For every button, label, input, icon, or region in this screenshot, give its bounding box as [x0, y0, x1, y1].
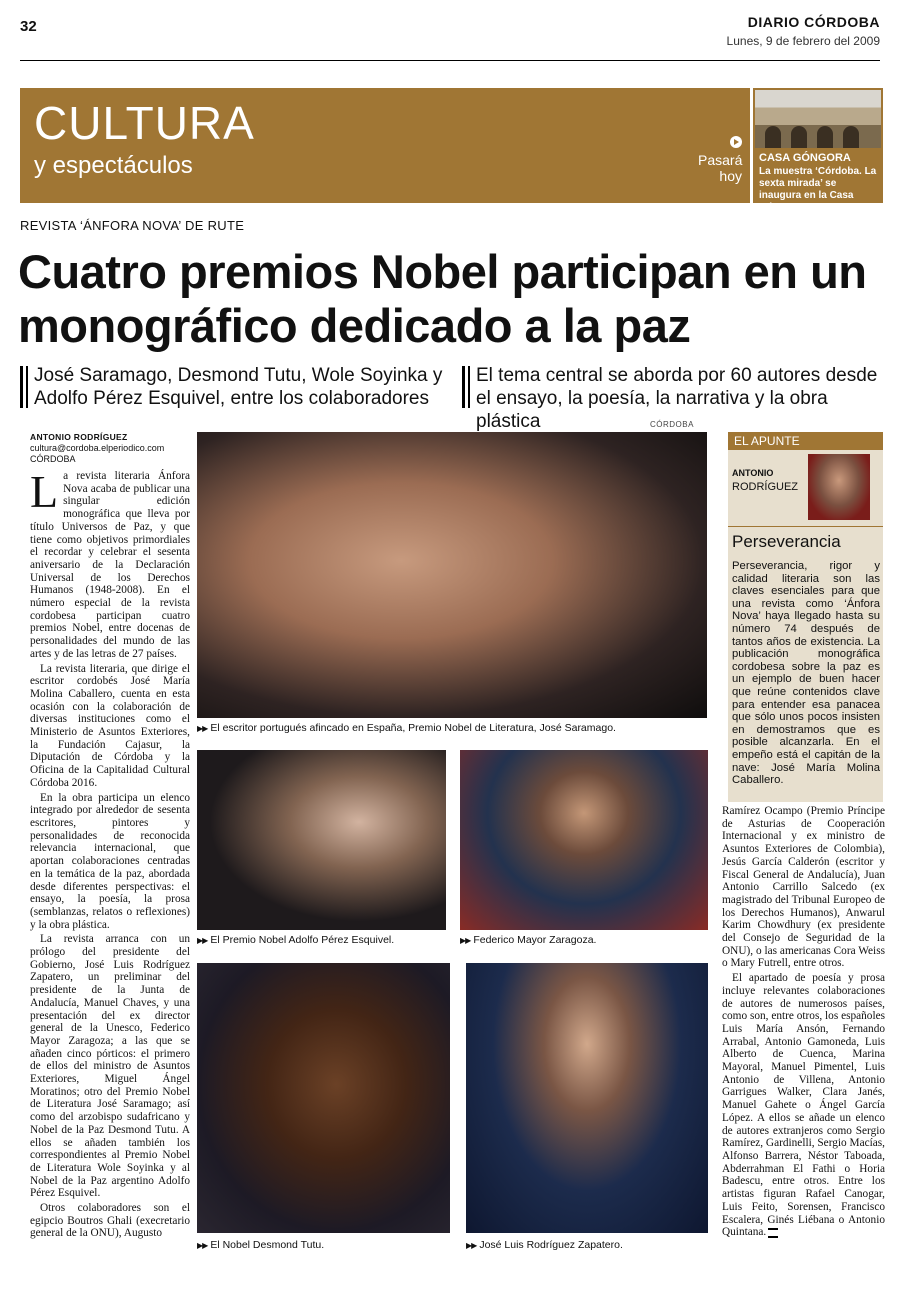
sidebar-author: ANTONIO RODRÍGUEZ: [732, 468, 798, 493]
play-icon: [730, 136, 742, 148]
teaser-photo: [755, 90, 881, 148]
teaser-text: La muestra ‘Córdoba. La sexta mirada’ se inaugura en la Casa Góngora.: [759, 166, 877, 213]
caption-saramago: ▶▶ El escritor portugués afincado en España, Premio Nobel de Literatura, José Saramago.: [197, 722, 616, 734]
byline-place: CÓRDOBA: [30, 454, 76, 464]
sidebar-divider: [728, 526, 883, 527]
caption-zapatero: ▶▶ José Luis Rodríguez Zapatero.: [466, 1239, 623, 1251]
author-avatar: [808, 454, 870, 520]
byline-author: ANTONIO RODRÍGUEZ: [30, 432, 128, 442]
caption-mayor-zaragoza: ▶▶ Federico Mayor Zaragoza.: [460, 934, 597, 946]
caption-perez-esquivel: ▶▶ El Premio Nobel Adolfo Pérez Esquivel.: [197, 934, 395, 946]
article-column-1: [30, 466, 190, 1242]
teaser-box[interactable]: [753, 88, 883, 213]
paragraph: La revista arranca con un prólogo del presidente del Gobierno, José Luis Rodríguez Zapatero, un preliminar del presidente de la Junta de Andalucía, Manuel Chaves, y una presentación del ex director general de la Unesco, Federico Mayor Zaragoza; a las que se añaden cinco pórticos: el primero de ellos del ministro de Asuntos Exteriores, Miguel Ángel Moratinos; otro del Premio Nobel de Literatura José Saramago; así como del arzobispo sudafricano y Nobel de la Paz Desmond Tutu. A ellos se añaden también los correspondientes al Premio Nobel de Literatura Wole Soyinka y al Nobel de la Paz argentino Adolfo Pérez Esquivel.: [30, 933, 190, 1200]
caption-marker-icon: ▶▶: [197, 936, 208, 945]
paragraph: Ramírez Ocampo (Premio Príncipe de Asturias de Cooperación Internacional y ex ministro de Asuntos Exteriores de Colombia), Jesús García Calderón (escritor y Fiscal General de Andalucía), Juan Antonio Carrillo Salcedo (ex magistrado del Tribunal Europeo de los Derechos Humanos), Anwarul Karim Chowdhury (ex presidente del Consejo de Seguridad de la ONU), o las americanas Cora Weiss o Mary Futrell, entre otros.: [722, 805, 885, 970]
caption-tutu: ▶▶ El Nobel Desmond Tutu.: [197, 1239, 325, 1251]
sidebar-title: Perseverancia: [732, 532, 841, 551]
photo-zapatero: [466, 963, 708, 1233]
masthead: [727, 14, 880, 48]
section-title: CULTURA: [34, 97, 255, 149]
photo-saramago: [197, 432, 707, 718]
paragraph: En la obra participa un elenco integrado por alrededor de sesenta escritores, pintores y personalidades de reconocida relevancia internacional, que aportan colaboraciones centradas en la temática de la paz, abordada desde diferentes perspectivas: el ensayo, la poesía, la prosa (semblanzas, relatos o reflexiones) y la obra plástica.: [30, 791, 190, 931]
caption-marker-icon: ▶▶: [460, 936, 471, 945]
paragraph: Otros colaboradores son el egipcio Boutros Ghali (execretario general de la ONU), Augusto: [30, 1202, 190, 1240]
article-column-2: [722, 805, 885, 1241]
byline-email[interactable]: cultura@cordoba.elperiodico.com: [30, 443, 165, 453]
drop-cap: L: [30, 466, 59, 517]
deck-left: José Saramago, Desmond Tutu, Wole Soyinka y Adolfo Pérez Esquivel, entre los colaboradores: [34, 365, 443, 409]
sidebar-tag: EL APUNTE: [728, 432, 883, 450]
photo-mayor-zaragoza: [460, 750, 708, 930]
paragraph: a revista literaria Ánfora Nova acaba de publicar una singular edición monográfica que lleva por título Universos de Paz, y que tiene como objetivos primordiales el recordar y celebrar el sesenta aniversario de la Declaración Universal de los Derechos Humanos (1948-2008). En el número especial de la revista cordobesa participan cuatro premios Nobel, entre docenas de personalidades del mundo de las artes y de las letras de 27 países.: [30, 470, 190, 660]
deck-bar: [462, 366, 465, 408]
sidebar-apunte: [728, 432, 883, 802]
end-mark-icon: [768, 1228, 778, 1238]
publication-name: DIARIO CÓRDOBA: [747, 14, 880, 30]
photo-tutu: [197, 963, 450, 1233]
kicker: REVISTA ‘ÁNFORA NOVA’ DE RUTE: [20, 218, 245, 233]
teaser-heading: CASA GÓNGORA: [759, 152, 851, 164]
teaser-lead: Pasará hoy: [698, 152, 743, 184]
caption-marker-icon: ▶▶: [197, 724, 208, 733]
sidebar-text: Perseverancia, rigor y calidad literaria son las claves esenciales para que una revista como ‘Ánfora Nova’ haya llegado hasta su número 74 después de tantos años de existencia. La publicación monográfica cordobesa sobre la paz es un ejemplo de buen hacer que reúne contenidos clave para entender esa panacea que sólo unos pocos insisten en demostramos que es posible alcanzarla. En el empeño está el capitán de la nave: José María Molina Caballero.: [732, 560, 880, 787]
paragraph: El apartado de poesía y prosa incluye relevantes colaboraciones de autores de numerosos países, como son, entre otros, los españoles Luis María Ansón, Fernando Arrabal, Antonio Gamoneda, Luis Alberto de Cuenca, Marina Mayoral, Manuel Pimentel, Luis Antonio de Villena, Antonio Garrigues Walker, Clara Janés, Manuel Gahete o Ángel García López. A ellos se añade un elenco de autores extranjeros como Sergio Ramírez, Gardinelli, Sergio Macías, Alfonso Barrera, Néstor Taboada, Abderrahman El Fathi o Horia Badescu, entre otros. Entre los artistas figuran Rafael Canogar, Luis Feito, Sorensen, Francisco Escalera, Ginés Liébana o Antonio Quintana.: [722, 972, 885, 1239]
photo-perez-esquivel: [197, 750, 446, 930]
deck-bar: [26, 366, 28, 408]
caption-marker-icon: ▶▶: [197, 1241, 208, 1250]
deck-bar: [468, 366, 470, 408]
section-subtitle: y espectáculos: [34, 152, 193, 179]
photo-credit: CÓRDOBA: [650, 420, 694, 429]
page-number: 32: [20, 18, 37, 35]
caption-marker-icon: ▶▶: [466, 1241, 477, 1250]
publication-date: Lunes, 9 de febrero del 2009: [726, 34, 880, 48]
paragraph: La revista literaria, que dirige el escritor cordobés José María Molina Caballero, cuenta en esta ocasión con la colaboración de diversas instituciones como el Ministerio de Asuntos Exteriores, la Fundación Cajasur, la Diputación de Córdoba y la Oficina de la Capitalidad Cultural Córdoba 2016.: [30, 662, 190, 789]
headline: Cuatro premios Nobel participan en un monográfico dedicado a la paz: [18, 245, 867, 352]
deck-right: El tema central se aborda por 60 autores desde el ensayo, la poesía, la narrativa y la obra plástica: [476, 365, 878, 432]
section-banner: [20, 88, 750, 203]
byline: [30, 432, 190, 465]
deck-bar: [20, 366, 23, 408]
header-rule: [20, 60, 880, 61]
